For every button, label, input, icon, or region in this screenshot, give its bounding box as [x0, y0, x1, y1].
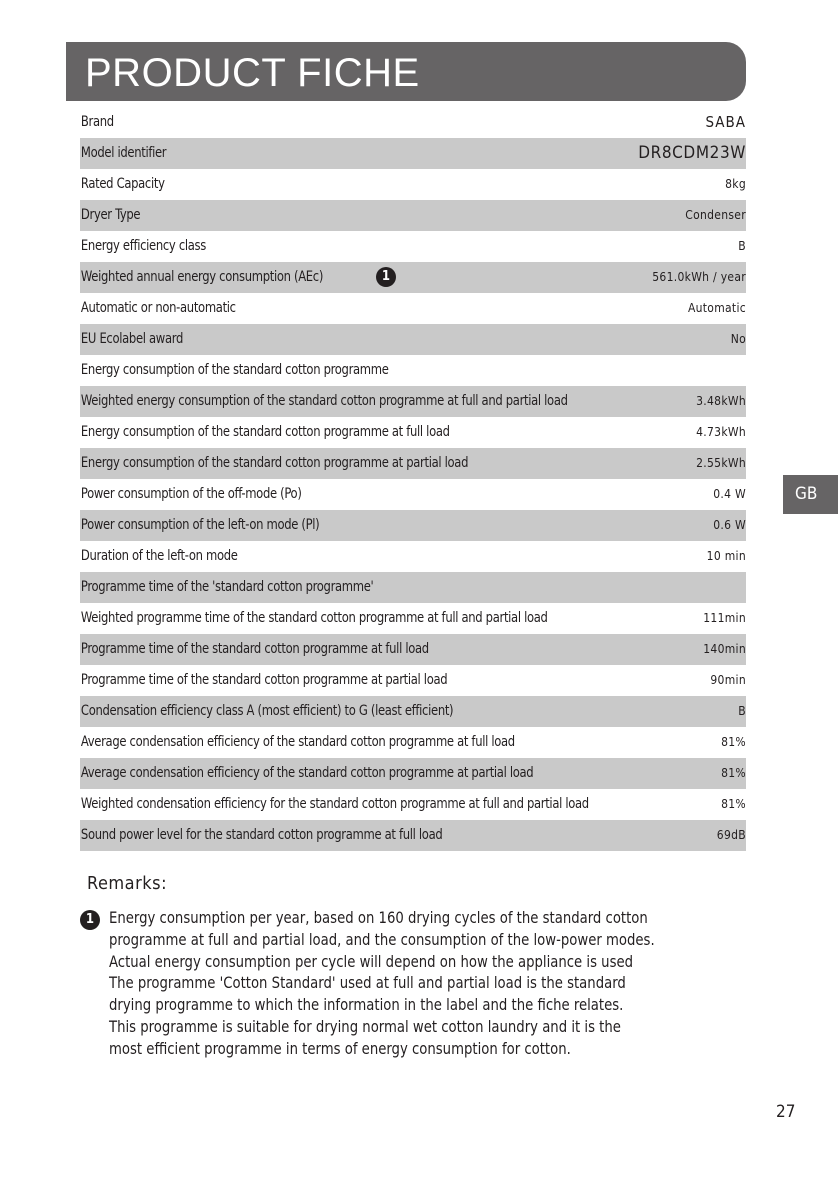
row-value: 3.48kWh — [696, 394, 746, 408]
table-row — [80, 200, 746, 231]
row-value: DR8CDM23W — [638, 143, 746, 163]
remarks-line: This programme is suitable for drying normal wet cotton laundry and it is the — [109, 1016, 621, 1036]
table-row — [80, 231, 746, 262]
row-label: Weighted energy consumption of the standard cotton programme at full and partial load — [80, 393, 568, 409]
row-value: B — [738, 704, 746, 718]
row-value: 69dB — [716, 828, 746, 842]
row-label: Weighted programme time of the standard cotton programme at full and partial load — [80, 610, 548, 626]
row-value: 0.4 W — [713, 487, 746, 501]
table-row — [80, 572, 746, 603]
remarks-text — [109, 907, 735, 1060]
table-row — [80, 324, 746, 355]
remarks-heading: Remarks: — [87, 873, 168, 894]
page-header-banner — [66, 42, 746, 101]
row-value: Automatic — [687, 301, 746, 315]
row-value: 140min — [703, 642, 746, 656]
page-title: PRODUCT FICHE — [85, 51, 420, 95]
table-row — [80, 386, 746, 417]
table-row — [80, 634, 746, 665]
remarks-line: Actual energy consumption per cycle will depend on how the appliance is used — [109, 951, 634, 971]
table-row — [80, 479, 746, 510]
row-value: 81% — [721, 735, 746, 749]
table-row — [80, 541, 746, 572]
row-value: No — [730, 332, 746, 346]
remarks-line: The programme 'Cotton Standard' used at full and partial load is the standard — [109, 973, 626, 993]
table-row — [80, 355, 746, 386]
row-value: Condenser — [685, 208, 746, 222]
row-value: 81% — [721, 797, 746, 811]
row-value: 111min — [703, 611, 746, 625]
row-label: Model identifier — [80, 145, 167, 161]
table-row — [80, 727, 746, 758]
table-row — [80, 262, 746, 293]
row-label: Average condensation efficiency of the standard cotton programme at full load — [80, 734, 515, 750]
language-tab-gb: GB — [783, 475, 838, 514]
row-value: 10 min — [706, 549, 746, 563]
remarks-line: most efficient programme in terms of energy consumption for cotton. — [109, 1038, 571, 1058]
table-row — [80, 417, 746, 448]
row-value: 561.0kWh / year — [652, 270, 746, 284]
row-label: Sound power level for the standard cotton programme at full load — [80, 827, 443, 843]
table-row — [80, 107, 746, 138]
row-value: B — [738, 239, 746, 253]
row-label: Automatic or non-automatic — [80, 300, 236, 316]
row-label: Energy consumption of the standard cotton programme at partial load — [80, 455, 469, 471]
product-fiche-table — [80, 107, 746, 851]
row-label: EU Ecolabel award — [80, 331, 183, 347]
table-row — [80, 448, 746, 479]
table-row — [80, 696, 746, 727]
row-value: SABA — [705, 113, 746, 131]
row-value: 0.6 W — [713, 518, 746, 532]
row-label: Weighted condensation efficiency for the standard cotton programme at full and partial load — [80, 796, 589, 812]
remarks-section — [80, 907, 740, 1060]
row-label: Power consumption of the left-on mode (Pl) — [80, 517, 320, 533]
row-label: Power consumption of the off-mode (Po) — [80, 486, 302, 502]
row-label: Programme time of the standard cotton programme at full load — [80, 641, 429, 657]
row-value: 8kg — [725, 177, 746, 191]
footnote-marker-icon: 1 — [376, 267, 396, 287]
row-label: Energy consumption of the standard cotton programme — [80, 362, 389, 378]
row-label: Condensation efficiency class A (most efficient) to G (least efficient) — [80, 703, 454, 719]
table-row — [80, 758, 746, 789]
remarks-line: programme at full and partial load, and the consumption of the low-power modes. — [109, 929, 655, 949]
row-value: 2.55kWh — [696, 456, 746, 470]
row-label: Energy consumption of the standard cotton programme at full load — [80, 424, 450, 440]
row-label: Programme time of the 'standard cotton programme' — [80, 579, 374, 595]
page-number: 27 — [776, 1102, 796, 1122]
row-label: Duration of the left-on mode — [80, 548, 238, 564]
table-row — [80, 510, 746, 541]
row-label: Brand — [80, 114, 114, 130]
table-row — [80, 293, 746, 324]
table-row — [80, 665, 746, 696]
row-label: Average condensation efficiency of the standard cotton programme at partial load — [80, 765, 534, 781]
table-row — [80, 138, 746, 169]
remarks-line: drying programme to which the information in the label and the fiche relates. — [109, 995, 624, 1015]
row-value: 81% — [721, 766, 746, 780]
footnote-marker-icon: 1 — [80, 910, 100, 930]
row-label: Programme time of the standard cotton programme at partial load — [80, 672, 448, 688]
row-label: Energy efficiency class — [80, 238, 206, 254]
row-value: 4.73kWh — [696, 425, 746, 439]
row-value: 90min — [710, 673, 746, 687]
row-label: Rated Capacity — [80, 176, 165, 192]
row-label: Weighted annual energy consumption (AEc) — [80, 269, 324, 285]
table-row — [80, 603, 746, 634]
table-row — [80, 789, 746, 820]
table-row — [80, 169, 746, 200]
row-label: Dryer Type — [80, 207, 141, 223]
remarks-line: Energy consumption per year, based on 160 drying cycles of the standard cotton — [109, 908, 648, 927]
table-row — [80, 820, 746, 851]
